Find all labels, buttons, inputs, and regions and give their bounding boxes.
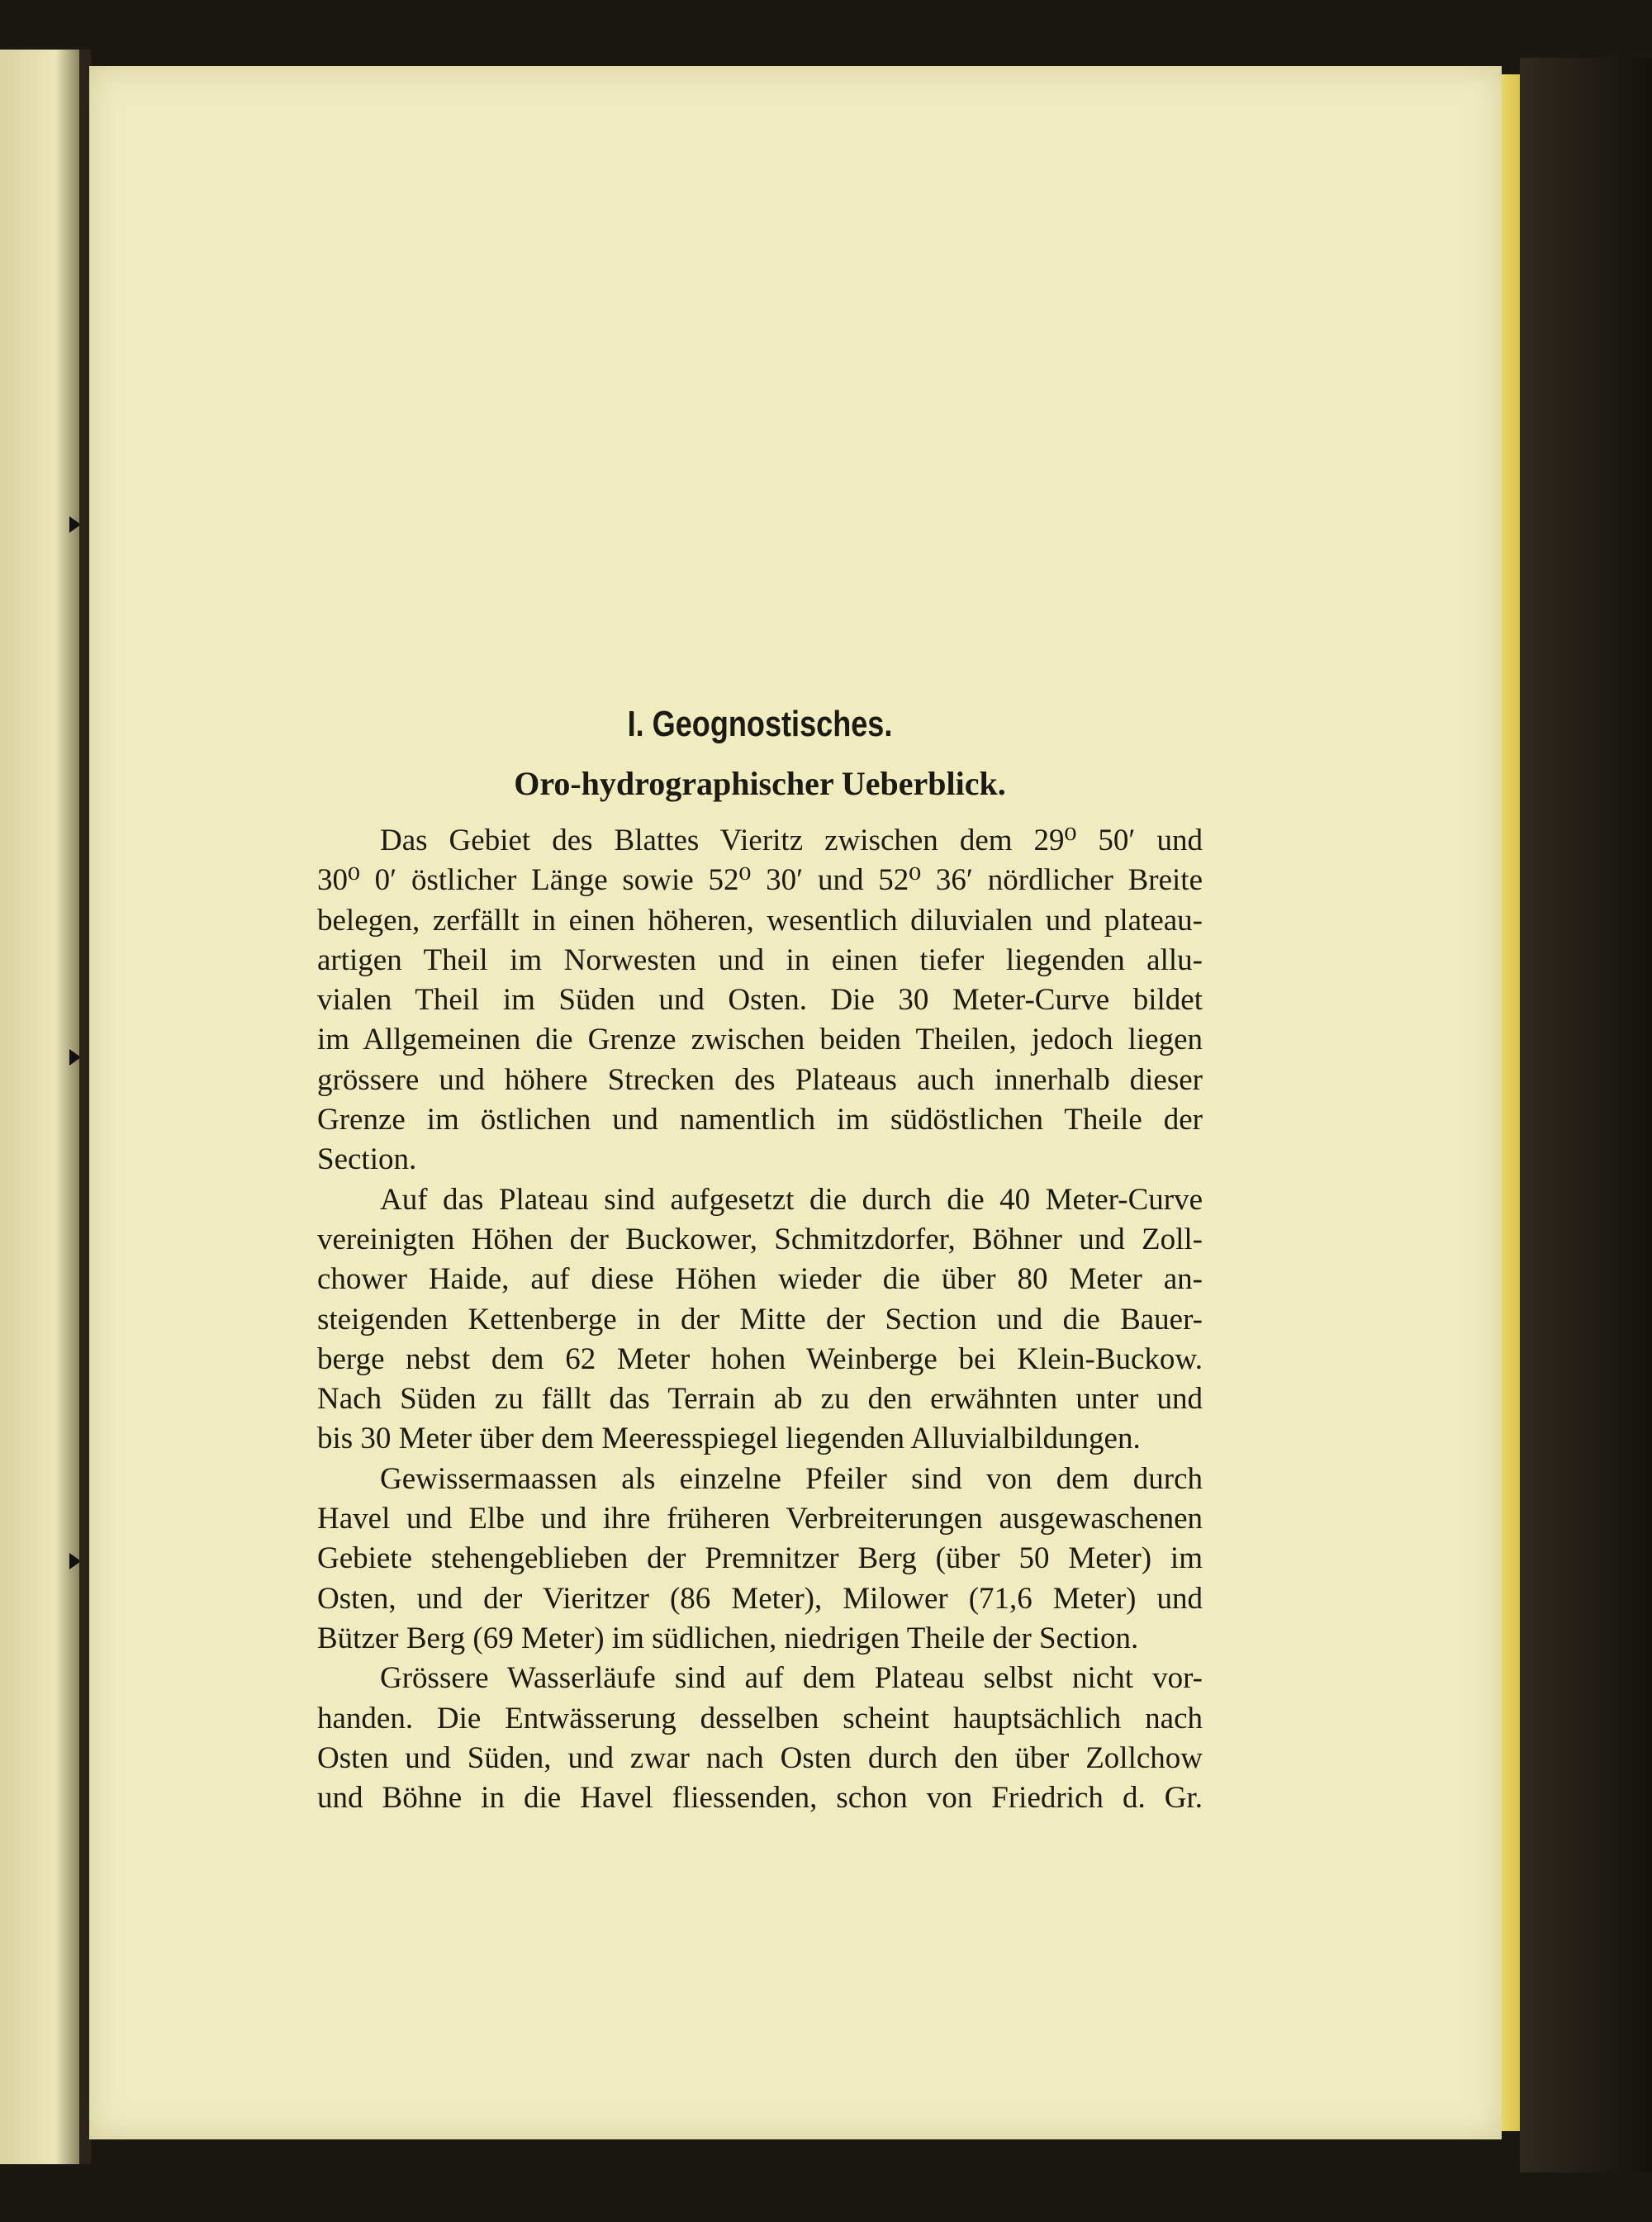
text-line: und Böhne in die Havel fliessenden, schon von Friedrich d. Gr. (317, 1781, 1203, 1816)
text-line: Gebiete stehengeblieben der Premnitzer Berg (über 50 Meter) im (317, 1541, 1203, 1576)
text-line: 30⁰ 0′ östlicher Länge sowie 52⁰ 30′ und 52⁰ 36′ nördlicher Breite (317, 863, 1203, 898)
text-line: bis 30 Meter über dem Meeresspiegel liegenden Alluvialbildungen. (317, 1422, 1141, 1456)
paragraph (317, 1180, 1203, 1460)
text-line: vialen Theil im Süden und Osten. Die 30 Meter-Curve bildet (317, 983, 1203, 1018)
text-line: grössere und höhere Strecken des Plateaus auch innerhalb dieser (317, 1062, 1203, 1097)
text-line: Auf das Plateau sind aufgesetzt die durch die 40 Meter-Curve (380, 1182, 1203, 1217)
text-line: Havel und Elbe und ihre früheren Verbreiterungen ausgewaschenen (317, 1502, 1203, 1536)
page-edges (1502, 74, 1520, 2131)
section-heading: I. Geognostisches. (627, 704, 893, 744)
text-line: Bützer Berg (69 Meter) im südlichen, niedrigen Theile der Section. (317, 1621, 1139, 1655)
text-line: artigen Theil im Norwesten und in einen tiefer liegenden allu- (317, 942, 1203, 977)
facing-page-edge (0, 50, 79, 2164)
body-text (317, 821, 1203, 1818)
paragraph (317, 1659, 1203, 1818)
paragraph (317, 1460, 1203, 1659)
text-line: Grössere Wasserläufe sind auf dem Plateau selbst nicht vor- (380, 1661, 1203, 1696)
text-line: handen. Die Entwässerung desselben scheint hauptsächlich nach (317, 1701, 1203, 1735)
text-line: belegen, zerfällt in einen höheren, wesentlich diluvialen und plateau- (317, 903, 1203, 938)
text-line: Osten und Süden, und zwar nach Osten durch den über Zollchow (317, 1740, 1203, 1775)
text-line: Section. (317, 1142, 417, 1177)
text-line: Das Gebiet des Blattes Vieritz zwischen dem 29⁰ 50′ und (380, 824, 1203, 857)
text-line: Grenze im östlichen und namentlich im südöstlichen Theile der (317, 1103, 1203, 1137)
text-line: berge nebst dem 62 Meter hohen Weinberge bei Klein-Buckow. (317, 1341, 1203, 1376)
text-line: Osten, und der Vieritzer (86 Meter), Milower (71,6 Meter) und (317, 1581, 1203, 1616)
text-line: Nach Süden zu fällt das Terrain ab zu den erwähnten unter und (317, 1382, 1203, 1417)
book-cover (1520, 58, 1652, 2172)
text-line: Gewissermaassen als einzelne Pfeiler sind von dem durch (380, 1461, 1203, 1496)
subsection-heading: Oro-hydrographischer Ueberblick. (514, 765, 1006, 802)
paragraph (317, 821, 1203, 1180)
text-line: steigenden Kettenberge in der Mitte der Section und die Bauer- (317, 1302, 1203, 1337)
text-line: im Allgemeinen die Grenze zwischen beiden Theilen, jedoch liegen (317, 1023, 1203, 1057)
text-line: vereinigten Höhen der Buckower, Schmitzdorfer, Böhner und Zoll- (317, 1222, 1203, 1256)
text-line: chower Haide, auf diese Höhen wieder die über 80 Meter an- (317, 1262, 1203, 1297)
